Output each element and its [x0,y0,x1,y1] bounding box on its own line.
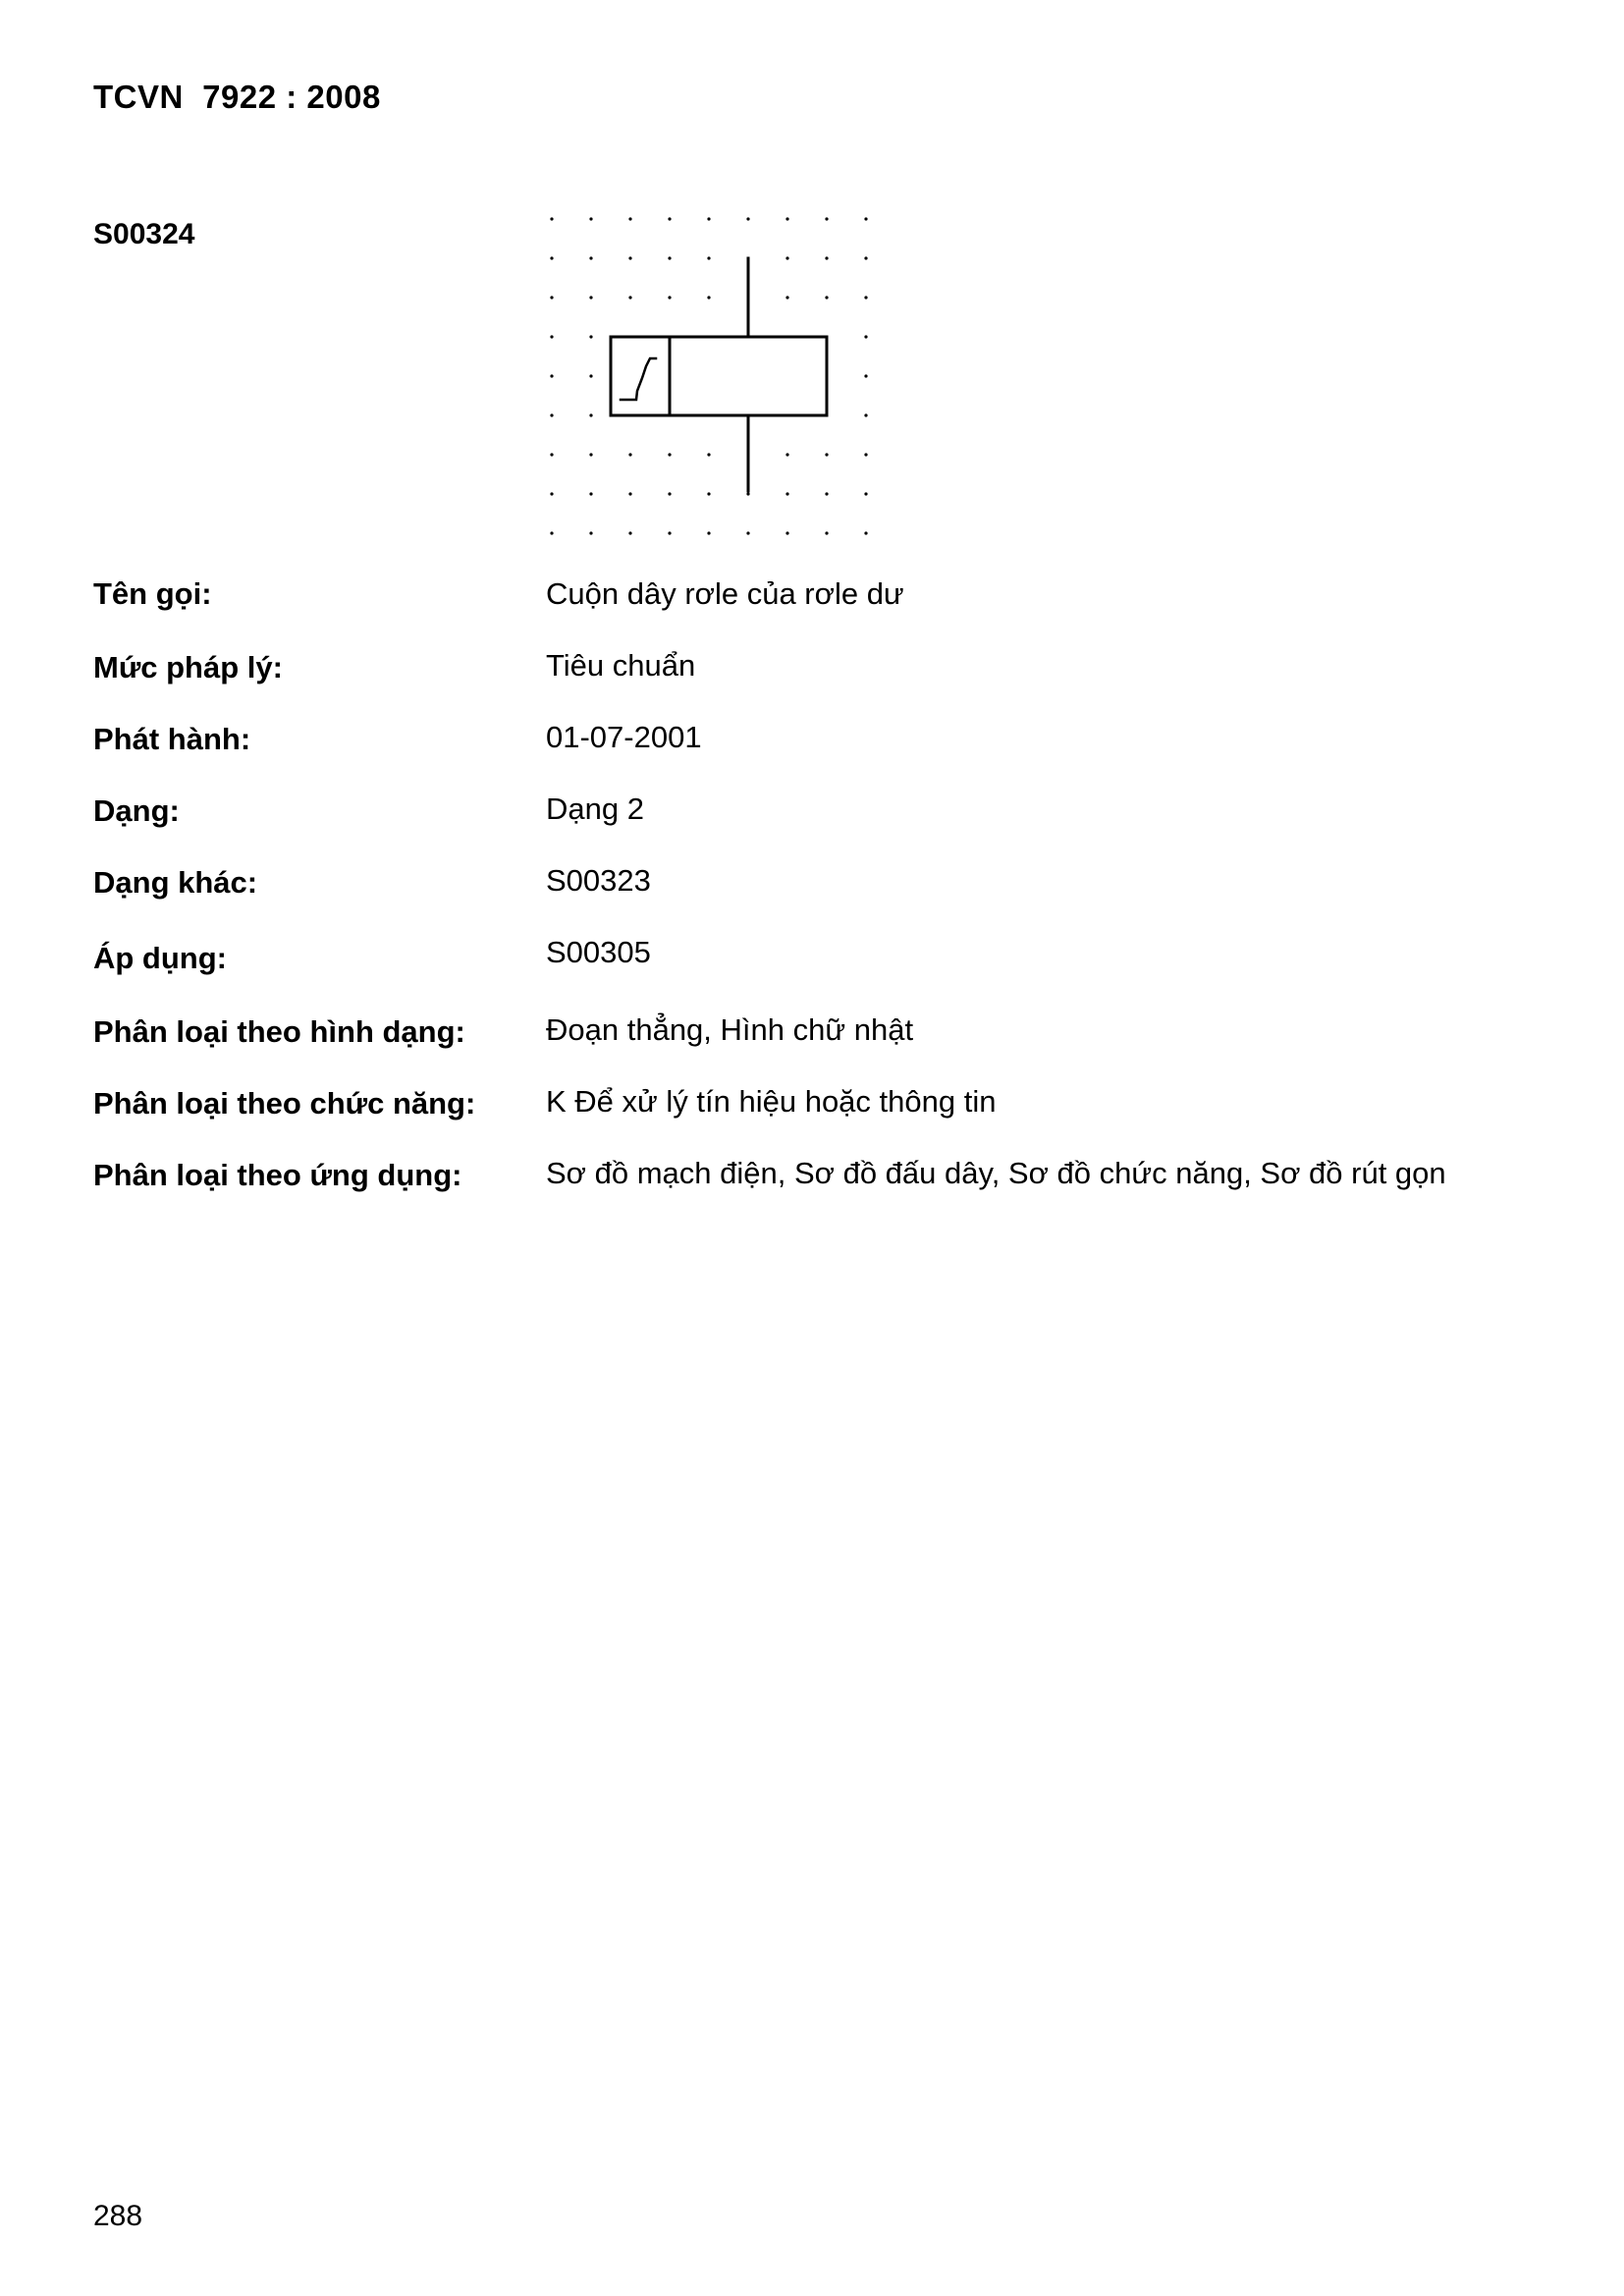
grid-dot [628,217,631,220]
grid-dot [668,256,671,259]
grid-dot [589,453,592,456]
grid-dot [668,531,671,534]
field-label: Áp dụng: [93,941,228,975]
field-legal-level [93,648,1566,687]
field-label: Phân loại theo ứng dụng: [93,1158,462,1192]
grid-dot [628,453,631,456]
grid-dot [785,453,788,456]
grid-dot [589,374,592,377]
grid-dot [628,256,631,259]
grid-dot [668,217,671,220]
grid-dot [864,374,867,377]
field-label: Dạng khác: [93,865,258,900]
field-value: S00323 [546,863,651,898]
grid-dot [864,453,867,456]
field-label: Tên gọi: [93,576,212,611]
field-label: Dạng: [93,793,180,828]
grid-dot [746,492,749,495]
dot-grid [550,217,867,534]
grid-dot [707,296,710,299]
grid-dot [589,413,592,416]
grid-dot [589,256,592,259]
field-value: Dạng 2 [546,792,644,826]
field-label: Phát hành: [93,722,251,756]
grid-dot [589,335,592,338]
field-release-date [93,720,1566,759]
grid-dot [864,413,867,416]
grid-dot [589,217,592,220]
grid-dot [707,492,710,495]
grid-dot [707,453,710,456]
grid-dot [589,296,592,299]
grid-dot [825,217,828,220]
grid-dot [825,492,828,495]
page-number: 288 [93,2200,143,2232]
grid-dot [785,531,788,534]
grid-dot [864,296,867,299]
grid-dot [785,256,788,259]
symbol-code: S00324 [93,218,195,250]
grid-dot [825,453,828,456]
grid-dot [668,492,671,495]
grid-dot [864,531,867,534]
grid-dot [668,453,671,456]
grid-dot [628,531,631,534]
grid-dot [628,492,631,495]
grid-dot [785,217,788,220]
grid-dot [707,531,710,534]
field-function-class [93,1084,1566,1123]
grid-dot [825,296,828,299]
field-form [93,792,1566,831]
grid-dot [589,492,592,495]
grid-dot [628,296,631,299]
field-applies [93,935,1566,974]
grid-dot [707,217,710,220]
grid-dot [864,256,867,259]
grid-dot [550,217,553,220]
field-value: Sơ đồ mạch điện, Sơ đồ đấu dây, Sơ đồ chức năng, Sơ đồ rút gọn [546,1156,1446,1190]
grid-dot [746,531,749,534]
grid-dot [668,296,671,299]
grid-dot [864,335,867,338]
grid-dot [550,453,553,456]
field-other-form [93,863,1566,902]
grid-dot [825,531,828,534]
field-label: Mức pháp lý: [93,650,283,684]
field-label: Phân loại theo chức năng: [93,1086,476,1121]
grid-dot [550,296,553,299]
grid-dot [550,492,553,495]
field-value: Đoạn thẳng, Hình chữ nhật [546,1012,914,1047]
field-value: S00305 [546,935,651,969]
field-name [93,576,1566,616]
field-value: Cuộn dây rơle của rơle dư [546,576,904,611]
residual-relay-coil-symbol-icon [538,206,884,544]
grid-dot [550,374,553,377]
field-value: K Để xử lý tín hiệu hoặc thông tin [546,1084,997,1119]
grid-dot [707,256,710,259]
field-label: Phân loại theo hình dạng: [93,1014,465,1049]
grid-dot [785,492,788,495]
grid-dot [785,296,788,299]
grid-dot [589,531,592,534]
step-curve [621,358,656,400]
field-shape-class [93,1012,1566,1052]
grid-dot [864,492,867,495]
grid-dot [550,256,553,259]
document-header: TCVN 7922 : 2008 [93,79,381,115]
grid-dot [550,413,553,416]
grid-dot [746,217,749,220]
grid-dot [550,531,553,534]
field-value: 01-07-2001 [546,720,702,754]
grid-dot [825,256,828,259]
field-application-class [93,1156,1566,1195]
field-value: Tiêu chuẩn [546,648,696,683]
grid-dot [550,335,553,338]
grid-dot [864,217,867,220]
